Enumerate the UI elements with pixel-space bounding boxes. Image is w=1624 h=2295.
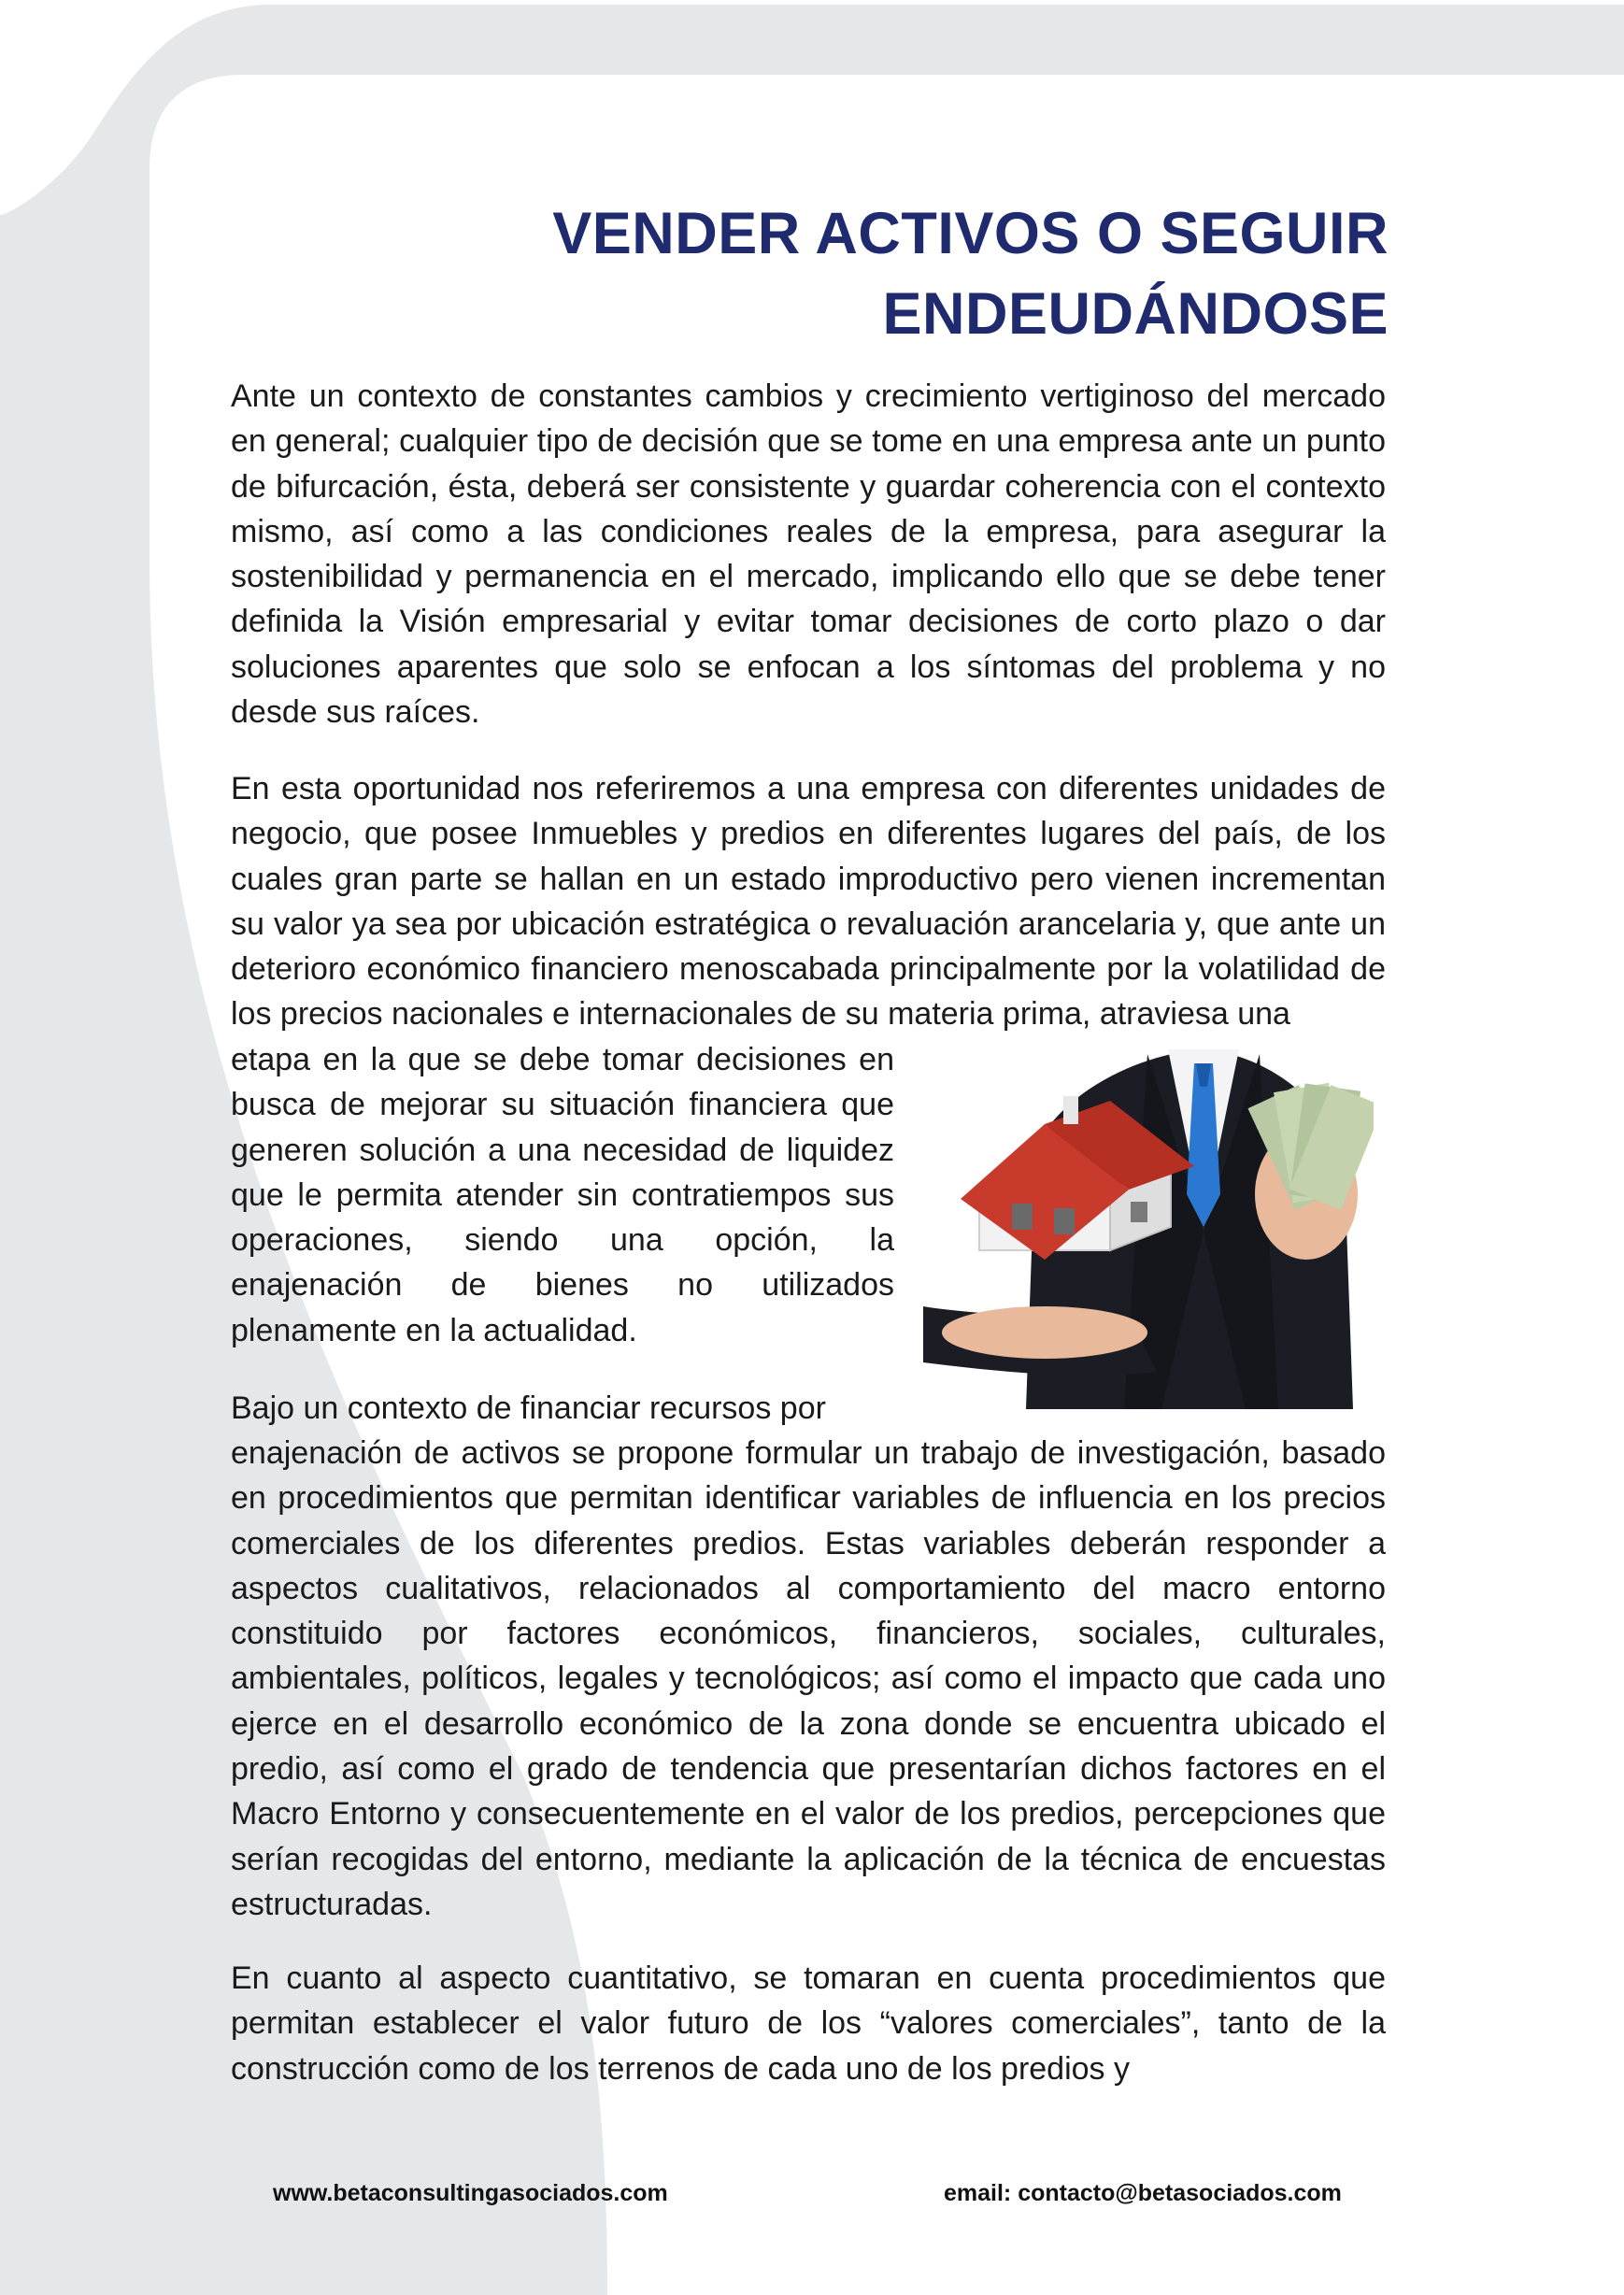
paragraph-financing-start: Bajo un contexto de financiar recursos por [231, 1390, 826, 1426]
title-line-2: ENDEUDÁNDOSE [882, 281, 1389, 347]
businessman-house-money-image [923, 1035, 1374, 1409]
footer-website: www.betaconsultingasociados.com [273, 2180, 668, 2206]
paragraph-company-continued: etapa en la que se debe tomar decisiones en busca de mejorar su situación financiera que generen solución a una necesidad de liquidez que le permita atender sin contratiempos sus operaciones, siendo una opción, la enajenación de bienes no utilizados plenamente en la actualidad. [231, 1042, 894, 1348]
paragraph-intro: Ante un contexto de constantes cambios y crecimiento vertiginoso del mercado en general; cualquier tipo de decisión que se tome en una empresa ante un punto de bifurcación, ésta, deberá ser consistente y guardar coherencia con el contexto mismo, así como a las condiciones reales de la empresa, para asegurar la sostenibilidad y permanencia en el mercado, implicando ello que se debe tener definida la Visión empresarial y evitar tomar decisiones de corto plazo o dar soluciones aparentes que solo se enfocan a los síntomas del problema y no desde sus raíces. [231, 378, 1386, 731]
page-title [267, 193, 1389, 354]
paragraph-quantitative: En cuanto al aspecto cuantitativo, se tomaran en cuenta procedimientos que permitan establecer el valor futuro de los “valores comerciales”, tanto de la construcción como de los terrenos de cada uno de los predios y [231, 1960, 1386, 2087]
title-line-1: VENDER ACTIVOS O SEGUIR [552, 201, 1389, 266]
paragraph-financing: enajenación de activos se propone formular un trabajo de investigación, basado en procedimientos que permitan identificar variables de influencia en los precios comerciales de los diferentes predios. Estas variables deberán responder a aspectos cualitativos, relacionados al comportamiento del macro entorno constituido por factores económicos, financieros, sociales, culturales, ambientales, políticos, legales y tecnológicos; así como el impacto que cada uno ejerce en el desarrollo económico de la zona donde se encuentra ubicado el predio, así como el grado de tendencia que presentarían dichos factores en el Macro Entorno y consecuentemente en el valor de los predios, percepciones que serían recogidas del entorno, mediante la aplicación de la técnica de encuestas estructuradas. [231, 1435, 1386, 1922]
paragraph-company: En esta oportunidad nos referiremos a una empresa con diferentes unidades de negocio, que posee Inmuebles y predios en diferentes lugares del país, de los cuales gran parte se hallan en un estado improductivo pero vienen incrementan su valor ya sea por ubicación estratégica o revaluación arancelaria y, que ante un deterioro económico financiero menoscabada principalmente por la volatilidad de los precios nacionales e internacionales de su materia prima, atraviesa una [231, 771, 1386, 1033]
footer-email: email: contacto@betasociados.com [944, 2180, 1342, 2206]
